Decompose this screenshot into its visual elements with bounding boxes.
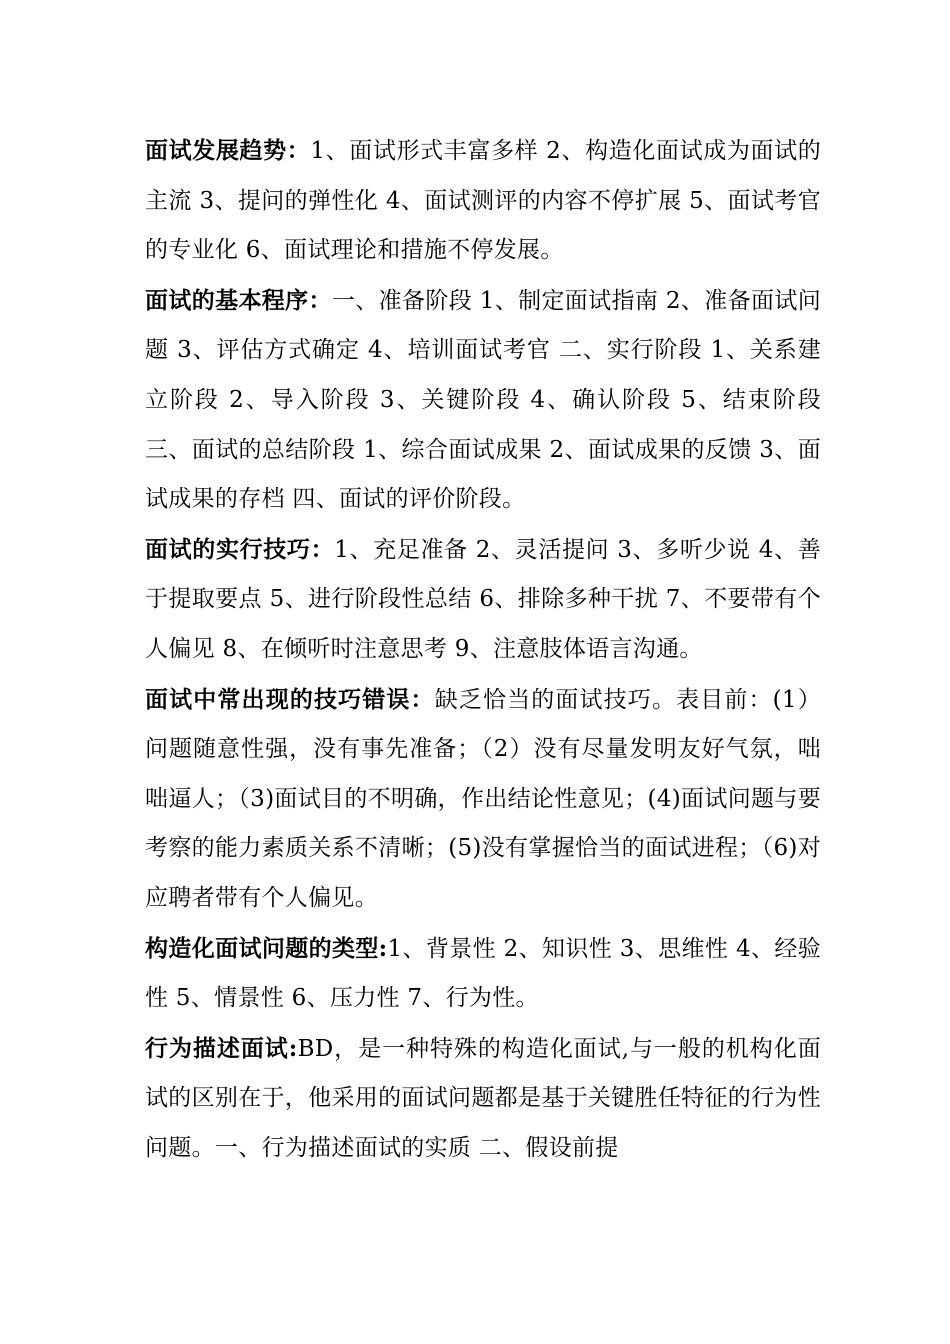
section-body: 一、准备阶段 1、制定面试指南 2、准备面试问题 3、评估方式确定 4、培训面试考官 二、实行阶段 1、关系建立阶段 2、导入阶段 3、关键阶段 4、确认阶段 5、结束阶段 三、面试的总结阶段 1、综合面试成果 2、面试成果的反馈 3、面试成果的存档 四、面试的评价阶段。	[145, 287, 821, 513]
section-heading: 面试中常出现的技巧错误：	[145, 685, 435, 713]
section-heading: 面试发展趋势：	[145, 137, 311, 164]
document-page	[145, 126, 821, 1173]
section-body: 1、充足准备 2、灵活提问 3、多听少说 4、善于提取要点 5、进行阶段性总结 6、排除多种干扰 7、不要带有个人偏见 8、在倾听时注意思考 9、注意肢体语言沟通。	[145, 536, 821, 662]
section-heading: 行为描述面试:	[145, 1034, 298, 1062]
section-body: 缺乏恰当的面试技巧。表目前：(1）问题随意性强，没有事先准备；（2）没有尽量发明友好气氛，咄咄逼人；（3)面试目的不明确，作出结论性意见；(4)面试问题与要考察的能力素质关系不清晰；(5)没有掌握恰当的面试进程；（6)对应聘者带有个人偏见。	[145, 686, 821, 911]
section-body: 1、背景性 2、知识性 3、思维性 4、经验性 5、情景性 6、压力性 7、行为性。	[145, 935, 821, 1012]
section-development-trends	[145, 126, 821, 276]
section-heading: 面试的基本程序：	[145, 286, 332, 314]
section-question-types	[145, 924, 821, 1024]
section-heading: 面试的实行技巧：	[145, 535, 335, 563]
section-implementation-skills	[145, 525, 821, 675]
section-body: BD，是一种特殊的构造化面试,与一般的机构化面试的区别在于，他采用的面试问题都是基于关键胜任特征的行为性问题。一、行为描述面试的实质 二、假设前提	[145, 1035, 821, 1161]
section-basic-procedure	[145, 276, 821, 525]
section-common-errors	[145, 675, 821, 924]
section-body: 1、面试形式丰富多样 2、构造化面试成为面试的主流 3、提问的弹性化 4、面试测评的内容不停扩展 5、面试考官的专业化 6、面试理论和措施不停发展。	[145, 138, 821, 264]
section-behavior-description	[145, 1024, 821, 1174]
section-heading: 构造化面试问题的类型:	[145, 934, 388, 962]
